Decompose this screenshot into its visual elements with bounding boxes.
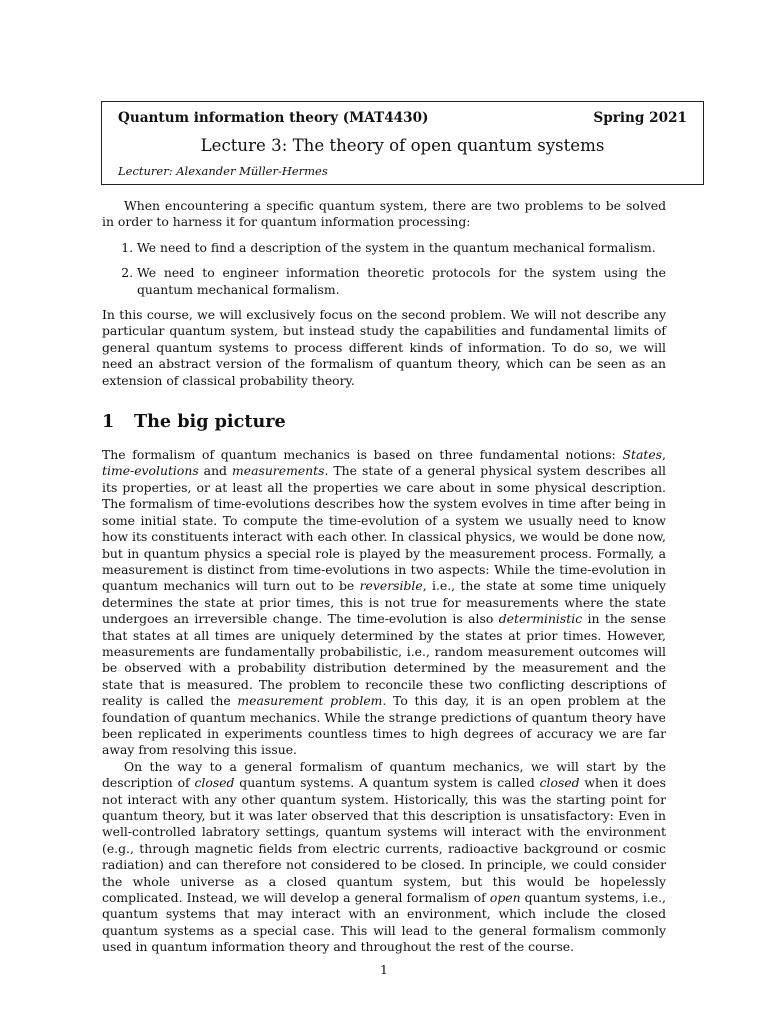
text-run: . To this day, it is an open problem at the foundation of quantum mechanics. While the strange predictions of quantum theory have been replicated in experiments countless times to high degrees of accuracy we are far away from resolving this issue. [102, 693, 667, 758]
text-run: . The state of a general physical system describes all its properties, or at least all the properties we care about in some physical description. The formalism of time-evolutions describes how the system evolves in time after being in some initial state. To compute the time-evolution of a system we usually need to know how its constituents interact with each other. In classical physics, we would be done now, but in quantum physics a special role is played by the measurement process. Formally, a measurement is distinct from time-evolutions in two aspects: While the time-evolution in quantum mechanics will turn out to be [102, 463, 666, 594]
lecture-title: Lecture 3: The theory of open quantum systems [200, 136, 605, 155]
term-label: Spring 2021 [593, 110, 687, 126]
text-run: On the way to a general formalism of quantum mechanics, we will start by the description of [102, 758, 666, 791]
emphasis: closed [194, 775, 235, 791]
section-title: The big picture [134, 411, 286, 433]
text-run: The formalism of quantum mechanics is based on three fundamental notions: [102, 447, 623, 463]
lecture-header-box [101, 101, 704, 185]
document-body [102, 198, 666, 956]
text-run: quantum systems, i.e., quantum systems that may interact with an environment, which include the closed quantum systems as a special case. This will lead to the general formalism commonly used in quantum information theory and throughout the rest of the course. [102, 890, 666, 955]
emphasis: measurements [232, 463, 325, 479]
emphasis: deterministic [498, 611, 583, 627]
emphasis: States [622, 447, 663, 463]
text-run: in the sense that states at all times are uniquely determined by the states at prior times. However, measurements are fundamentally probabilistic, i.e., random measurement outcomes will be observed with a probability distribution determined by the measurement and the state that is measured. The problem to reconcile these two conflicting descriptions of reality is called the [102, 611, 666, 709]
section-paragraph-1 [102, 447, 666, 759]
page-number: 1 [380, 962, 388, 977]
emphasis: measurement problem [237, 693, 383, 709]
list-item: 2. We need to engineer information theoretic protocols for the system using the quantum mechanical formalism. [137, 265, 666, 298]
emphasis: closed [539, 775, 580, 791]
text-run: when it does not interact with any other quantum system. Historically, this was the starting point for quantum theory, but it was later observed that this description is unsatisfactory: Even in well-controlled labratory settings, quantum systems will interact with the environment (e.g., through magnetic fields from electric currents, radioactive background or cosmic radiation) and can therefore not considered to be closed. In principle, we could consider the whole universe as a closed quantum system, but this would be hopelessly complicated. Instead, we will develop a general formalism of [102, 775, 666, 906]
section-paragraph-2 [102, 759, 666, 956]
emphasis: time-evolutions [102, 463, 199, 479]
text-run: quantum systems. A quantum system is called [234, 775, 540, 791]
text-run: , [662, 447, 666, 463]
section-heading [102, 411, 666, 433]
text-run: and [198, 463, 232, 479]
problem-list [102, 240, 666, 298]
course-title: Quantum information theory (MAT4430) [118, 110, 429, 126]
intro-paragraph: When encountering a specific quantum system, there are two problems to be solved in order to harness it for quantum information processing: [102, 198, 666, 230]
lecturer-name: Lecturer: Alexander Müller-Hermes [118, 164, 328, 178]
text-run: , i.e., the state at some time uniquely determines the state at prior times, this is not true for measurements where the state undergoes an irreversible change. The time-evolution is also [102, 578, 667, 627]
section-number: 1 [102, 411, 115, 433]
emphasis: open [489, 890, 521, 906]
list-item: 1. We need to find a description of the system in the quantum mechanical formalism. [137, 240, 666, 256]
intro-paragraph-2: In this course, we will exclusively focus on the second problem. We will not describe any particular quantum system, but instead study the capabilities and fundamental limits of general quantum systems to process different kinds of information. To do so, we will need an abstract version of the formalism of quantum theory, which can be seen as an extension of classical probability theory. [102, 307, 666, 388]
emphasis: reversible [359, 578, 423, 594]
